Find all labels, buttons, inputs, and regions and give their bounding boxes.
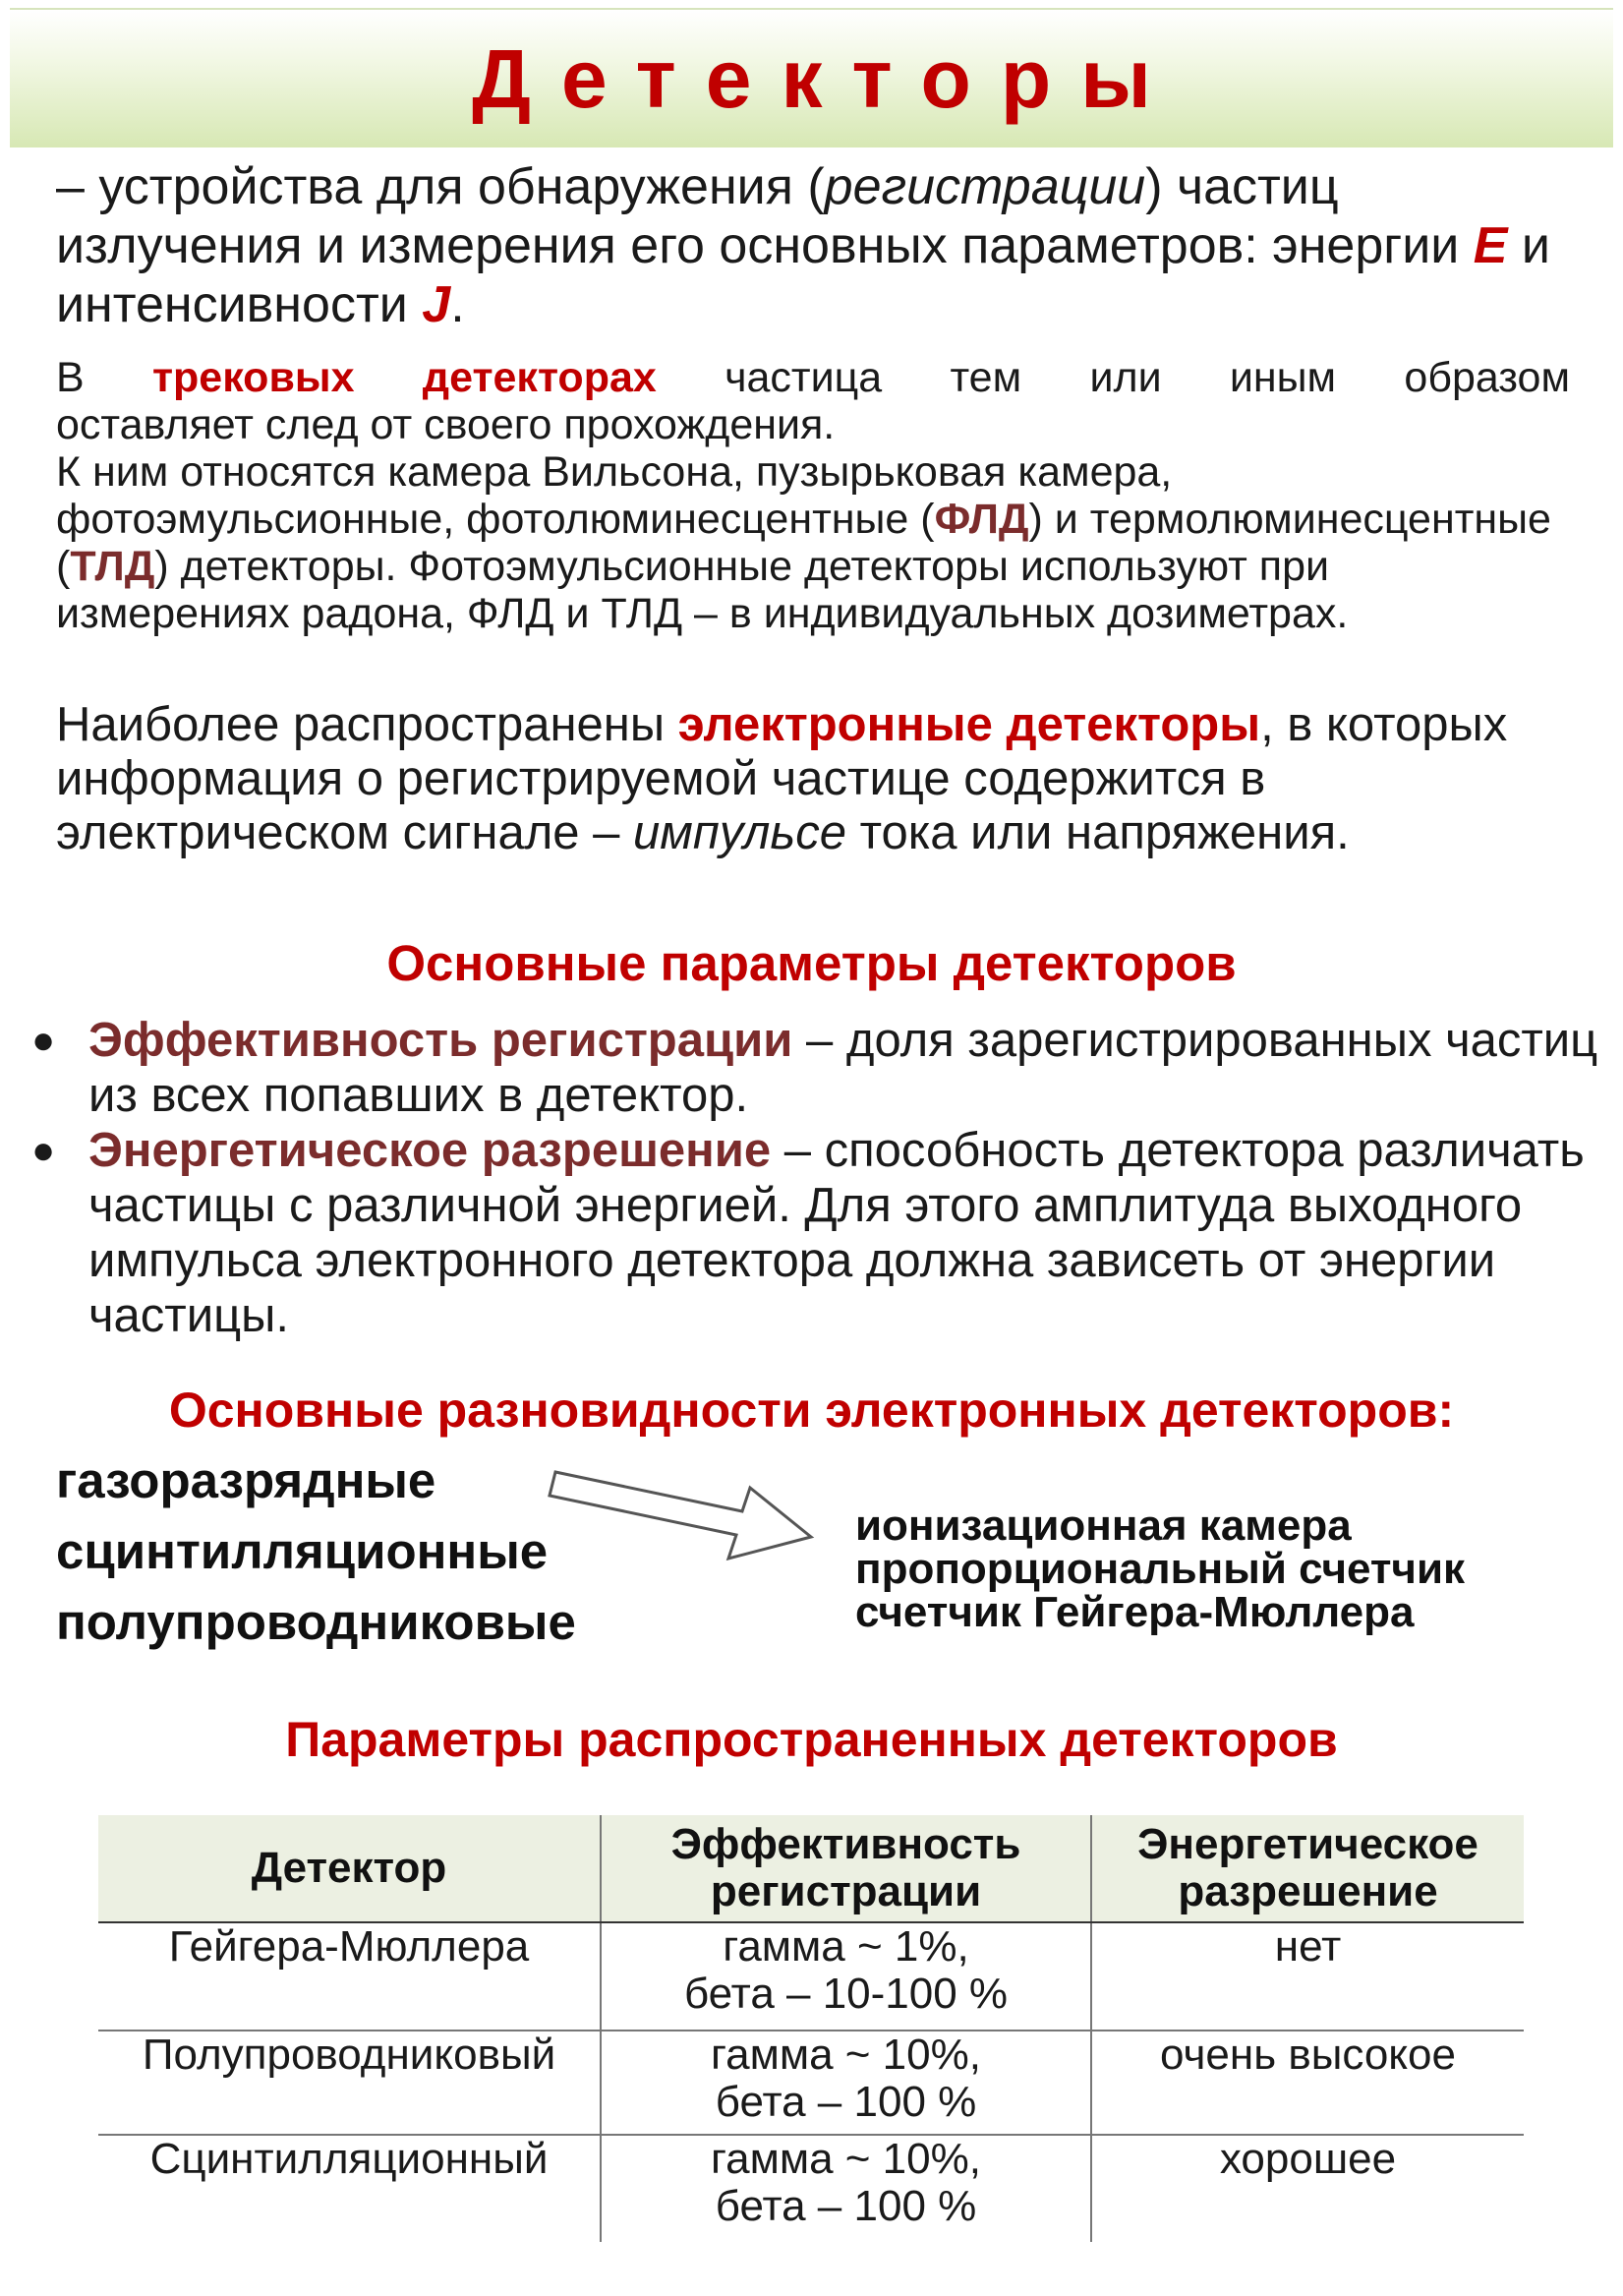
electronic-detectors-paragraph: Наиболее распространены электронные детекторы, в которых информация о регистрируемой частице содержится в электрическом сигнале – импульсе тока или напряжения. xyxy=(56,698,1508,859)
list-item xyxy=(29,1013,1602,1123)
detector-type: газоразрядные xyxy=(56,1452,436,1508)
params-heading: Основные параметры детекторов xyxy=(386,935,1237,991)
detector-types xyxy=(56,1445,576,1658)
energy-symbol: E xyxy=(1473,217,1508,274)
intro-text: . xyxy=(450,276,465,333)
params-list xyxy=(29,1013,1602,1343)
gas-type: ионизационная камера xyxy=(855,1501,1352,1550)
detector-cell: Сцинтилляционный xyxy=(149,2135,549,2183)
track-highlight: трековых детекторах xyxy=(151,354,657,401)
column-header: Детектор xyxy=(98,1815,601,1922)
gas-type: пропорциональный счетчик xyxy=(855,1545,1466,1593)
detector-cell: Гейгера-Мюллера xyxy=(98,1922,601,2031)
electronic-italic: импульсе xyxy=(633,806,846,859)
intensity-symbol: J xyxy=(422,276,451,333)
detector-type: полупроводниковые xyxy=(56,1594,576,1650)
table-header-row xyxy=(98,1815,1524,1922)
track-rest: К ним относятся камера Вильсона, пузырьковая камера, фотоэмульсионные, фотолюминесцентные (ФЛД) и термолюминесцентные (ТЛД) детекторы. Фотоэмульсионные детекторы используют при измерениях радона, ФЛД и ТЛД – в индивидуальных дозиметрах. xyxy=(56,448,1551,637)
track-line: оставляет след от своего прохождения. xyxy=(56,401,836,448)
bullet-icon: ● xyxy=(31,1129,56,1172)
bullet-text: – доля зарегистрированных частиц из всех попавших в детектор. xyxy=(88,1014,1598,1122)
efficiency-cell: гамма ~ 1%, бета – 10-100 % xyxy=(601,1922,1091,2031)
intro-text: – устройства для обнаружения ( xyxy=(56,158,825,215)
intro-paragraph xyxy=(56,157,1570,334)
detectors-table xyxy=(98,1815,1524,2242)
column-header: Энергетическое разрешение xyxy=(1091,1815,1524,1922)
intro-text: ) частиц излучения и измерения его основных параметров: энергии xyxy=(56,158,1474,274)
table-heading: Параметры распространенных детекторов xyxy=(285,1712,1338,1767)
list-item xyxy=(29,1123,1602,1343)
column-header: Эффективность регистрации xyxy=(601,1815,1091,1922)
bullet-icon: ● xyxy=(31,1019,56,1062)
table-row xyxy=(98,2031,1524,2135)
gas-detector-types xyxy=(855,1501,1466,1636)
intro-italic: регистрации xyxy=(824,158,1146,215)
types-heading: Основные разновидности электронных детекторов: xyxy=(168,1383,1455,1438)
detector-cell: Полупроводниковый xyxy=(98,2031,601,2135)
efficiency-cell: гамма ~ 10%, бета – 100 % xyxy=(601,2135,1091,2242)
track-detectors-paragraph xyxy=(56,354,1570,637)
fld-term: ФЛД xyxy=(934,496,1029,543)
efficiency-cell: гамма ~ 10%, бета – 100 % xyxy=(601,2031,1091,2135)
track-first-line: В трековых детекторах частица тем или иным образом xyxy=(56,354,1571,401)
page-title: Детекторы xyxy=(472,31,1181,125)
table-row xyxy=(98,1922,1524,2031)
bullet-term: Эффективность регистрации xyxy=(88,1014,793,1067)
table-row xyxy=(98,2135,1524,2242)
detector-type: сцинтилляционные xyxy=(56,1523,549,1579)
tld-term: ТЛД xyxy=(70,543,155,590)
title-banner xyxy=(10,8,1613,147)
bullet-text: – способность детектора различать частицы с различной энергией. Для этого амплитуда выходного импульса электронного детектора должна зависеть от энергии частицы. xyxy=(88,1124,1585,1342)
bullet-term: Энергетическое разрешение xyxy=(88,1124,772,1177)
intro-text: и интенсивности xyxy=(56,217,1550,333)
resolution-cell: хорошее xyxy=(1091,2135,1524,2242)
resolution-cell: очень высокое xyxy=(1091,2031,1524,2135)
electronic-highlight: электронные детекторы xyxy=(677,698,1261,751)
resolution-cell: нет xyxy=(1091,1922,1524,2031)
arrow-right-icon xyxy=(546,1450,821,1578)
gas-type: счетчик Гейгера-Мюллера xyxy=(855,1588,1415,1636)
